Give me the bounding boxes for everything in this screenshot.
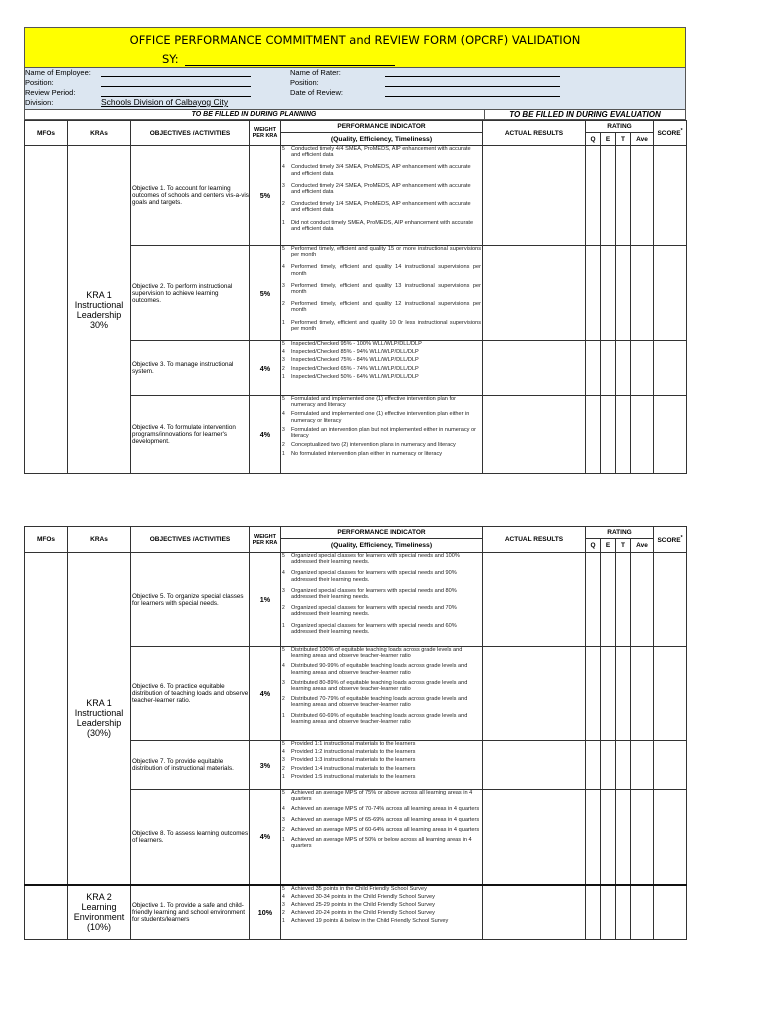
rating-q-cell[interactable] <box>586 146 601 246</box>
indicator-text: Conducted timely 4/4 SMEA, ProMEDS, AIP enhancement with accurate and efficient data <box>291 146 471 159</box>
mfo-cell[interactable] <box>25 885 68 940</box>
header-t: T <box>616 133 631 146</box>
indicator-item <box>282 918 481 924</box>
indicator-item <box>282 396 481 408</box>
header-score-mark: * <box>680 128 683 135</box>
form-title-banner <box>24 27 686 68</box>
indicator-text: Achieved an average MPS of 65-69% across all learning areas in 4 quarters <box>291 816 480 823</box>
rating-ave-cell[interactable] <box>631 396 654 474</box>
score-cell[interactable] <box>654 741 687 790</box>
indicator-text: Provided 1:4 instructional materials to the learners <box>291 765 416 772</box>
weight-cell: 1% <box>250 553 281 647</box>
indicator-item <box>282 741 481 747</box>
form-title: OFFICE PERFORMANCE COMMITMENT and REVIEW FORM (OPCRF) VALIDATION <box>129 33 581 47</box>
indicator-text: Provided 1:3 instructional materials to the learners <box>291 757 416 764</box>
rating-ave-cell[interactable] <box>631 790 654 885</box>
indicator-rating-number: 4 <box>282 893 285 900</box>
indicator-rating-number: 2 <box>282 301 285 308</box>
weight-cell: 4% <box>250 647 281 741</box>
actual-result-cell[interactable] <box>483 647 586 741</box>
rating-q-cell[interactable] <box>586 246 601 341</box>
score-cell[interactable] <box>654 790 687 885</box>
indicator-item <box>282 283 481 295</box>
header-rating: RATING <box>586 121 654 133</box>
indicator-item <box>282 713 481 725</box>
score-cell[interactable] <box>654 246 687 341</box>
indicator-rating-number: 4 <box>282 749 285 756</box>
rating-ave-cell[interactable] <box>631 885 654 940</box>
indicator-text: Formulated and implemented one (1) effective intervention plan for numeracy and literacy <box>291 396 457 409</box>
header-performance-indicator-sub: (Quality, Efficiency, Timeliness) <box>281 539 483 553</box>
form-page-2 <box>24 526 686 940</box>
score-cell[interactable] <box>654 341 687 396</box>
weight-cell: 4% <box>250 790 281 885</box>
indicator-text: Distributed 90-99% of equitable teaching loads across grade levels and learning areas and observe teacher-learner ratio <box>291 663 468 676</box>
indicator-text: Distributed 60-69% of equitable teaching loads across grade levels and learning areas and observe teacher-learner ratio <box>291 712 468 725</box>
indicator-rating-number: 5 <box>282 647 285 653</box>
rating-t-cell[interactable] <box>616 246 631 341</box>
indicator-item <box>282 374 481 380</box>
indicator-text: Conducted timely 3/4 SMEA, ProMEDS, AIP enhancement with accurate and efficient data <box>291 164 471 177</box>
indicator-rating-number: 4 <box>282 806 285 813</box>
indicator-item <box>282 183 481 195</box>
actual-result-cell[interactable] <box>483 741 586 790</box>
review-period-label: Review Period: <box>25 88 76 97</box>
indicator-item <box>282 817 481 823</box>
indicator-item <box>282 320 481 332</box>
header-q: Q <box>586 133 601 146</box>
indicator-text: Inspected/Checked 95% - 100% WLL/WLP/DLL/DLP <box>291 341 422 347</box>
kra-cell: KRA 1 Instructional Leadership (30%) <box>68 553 131 885</box>
weight-cell: 10% <box>250 885 281 940</box>
indicator-rating-number: 1 <box>282 622 285 629</box>
indicator-item <box>282 827 481 833</box>
indicator-text: Provided 1:2 instructional materials to the learners <box>291 749 416 756</box>
header-actual-results: ACTUAL RESULTS <box>483 121 586 146</box>
indicator-rating-number: 2 <box>282 201 285 208</box>
score-cell[interactable] <box>654 647 687 741</box>
rating-ave-cell[interactable] <box>631 146 654 246</box>
rating-q-cell[interactable] <box>586 341 601 396</box>
rater-label: Name of Rater: <box>290 68 341 77</box>
opcrf-table-page-2 <box>24 526 687 940</box>
indicator-text: Achieved 30-34 points in the Child Friendly School Survey <box>291 893 435 900</box>
indicator-rating-number: 1 <box>282 837 285 844</box>
indicator-rating-number: 1 <box>282 219 285 226</box>
indicator-cell <box>281 396 483 474</box>
header-ave: Ave <box>631 133 654 146</box>
indicator-item <box>282 696 481 708</box>
indicator-item <box>282 886 481 892</box>
indicator-item <box>282 264 481 276</box>
indicator-rating-number: 3 <box>282 816 285 823</box>
indicator-text: Organized special classes for learners with special needs and 70% addressed their learning needs. <box>291 605 457 618</box>
indicator-rating-number: 4 <box>282 349 285 356</box>
indicator-text: Provided 1:1 instructional materials to the learners <box>291 741 416 747</box>
score-cell[interactable] <box>654 146 687 246</box>
indicator-text: Organized special classes for learners with special needs and 60% addressed their learning needs. <box>291 622 457 635</box>
rating-t-cell[interactable] <box>616 146 631 246</box>
rating-q-cell[interactable] <box>586 885 601 940</box>
actual-result-cell[interactable] <box>483 246 586 341</box>
indicator-item <box>282 220 481 232</box>
indicator-item <box>282 357 481 363</box>
objective-cell: Objective 5. To organize special classes for learners with special needs. <box>131 553 250 647</box>
header-performance-indicator-sub: (Quality, Efficiency, Timeliness) <box>281 133 483 146</box>
indicator-rating-number: 3 <box>282 282 285 289</box>
indicator-rating-number: 2 <box>282 605 285 612</box>
indicator-item <box>282 366 481 372</box>
indicator-rating-number: 5 <box>282 741 285 747</box>
indicator-rating-number: 3 <box>282 182 285 189</box>
indicator-item <box>282 553 481 565</box>
indicator-rating-number: 4 <box>282 164 285 171</box>
header-actual-results: ACTUAL RESULTS <box>483 527 586 553</box>
header-mfos: MFOs <box>25 527 68 553</box>
indicator-rating-number: 2 <box>282 365 285 372</box>
indicator-rating-number: 5 <box>282 146 285 152</box>
objective-cell: Objective 7. To provide equitable distribution of instructional materials. <box>131 741 250 790</box>
indicator-item <box>282 910 481 916</box>
header-e: E <box>601 539 616 553</box>
indicator-item <box>282 806 481 812</box>
rating-ave-cell[interactable] <box>631 647 654 741</box>
header-ave: Ave <box>631 539 654 553</box>
indicator-text: Inspected/Checked 75% - 84% WLL/WLP/DLL/DLP <box>291 357 419 364</box>
objective-cell: Objective 4. To formulate intervention programs/innovations for learner's development. <box>131 396 250 474</box>
indicator-item <box>282 749 481 755</box>
indicator-item <box>282 411 481 423</box>
header-performance-indicator: PERFORMANCE INDICATOR <box>281 121 483 133</box>
indicator-rating-number: 3 <box>282 426 285 433</box>
employee-info-block <box>24 68 686 110</box>
indicator-text: Performed timely, efficient and quality 14 instructional supervisions per month <box>291 264 481 277</box>
header-score-mark: * <box>680 534 683 541</box>
indicator-item <box>282 680 481 692</box>
rater-position-label: Position: <box>290 78 319 87</box>
indicator-text: Conducted timely 1/4 SMEA, ProMEDS, AIP enhancement with accurate and efficient data <box>291 201 471 214</box>
actual-result-cell[interactable] <box>483 553 586 647</box>
evaluation-band-label: TO BE FILLED IN DURING EVALUATION <box>484 110 685 119</box>
indicator-item <box>282 164 481 176</box>
objective-cell: Objective 1. To account for learning outcomes of schools and centers vis-a-vis goals and targets. <box>131 146 250 246</box>
indicator-rating-number: 2 <box>282 696 285 703</box>
score-cell[interactable] <box>654 885 687 940</box>
header-e: E <box>601 133 616 146</box>
indicator-rating-number: 4 <box>282 411 285 418</box>
header-performance-indicator: PERFORMANCE INDICATOR <box>281 527 483 539</box>
weight-cell: 4% <box>250 341 281 396</box>
indicator-item <box>282 757 481 763</box>
indicator-rating-number: 3 <box>282 357 285 364</box>
header-kras: KRAs <box>68 527 131 553</box>
indicator-item <box>282 301 481 313</box>
rating-q-cell[interactable] <box>586 790 601 885</box>
indicator-rating-number: 2 <box>282 765 285 772</box>
indicator-cell <box>281 246 483 341</box>
indicator-rating-number: 5 <box>282 341 285 347</box>
header-objectives: OBJECTIVES /ACTIVITIES <box>131 121 250 146</box>
indicator-rating-number: 5 <box>282 885 285 892</box>
rating-t-cell[interactable] <box>616 885 631 940</box>
indicator-text: Achieved an average MPS of 70-74% across all learning areas in 4 quarters <box>291 806 480 813</box>
rating-t-cell[interactable] <box>616 396 631 474</box>
table-row <box>25 146 687 246</box>
position-input-line[interactable] <box>101 86 251 87</box>
mfo-cell[interactable] <box>25 553 68 885</box>
indicator-rating-number: 2 <box>282 826 285 833</box>
indicator-text: Achieved 35 points in the Child Friendly School Survey <box>291 885 427 892</box>
indicator-text: Achieved an average MPS of 50% or below across all learning areas in 4 quarters <box>291 837 472 850</box>
date-of-review-input-line[interactable] <box>385 96 560 97</box>
rating-t-cell[interactable] <box>616 647 631 741</box>
header-q: Q <box>586 539 601 553</box>
indicator-rating-number: 3 <box>282 757 285 764</box>
rating-t-cell[interactable] <box>616 741 631 790</box>
indicator-text: Did not conduct timely SMEA, ProMEDS, AIP enhancement with accurate and efficient data <box>291 219 474 232</box>
actual-result-cell[interactable] <box>483 885 586 940</box>
table-row <box>25 553 687 647</box>
rating-e-cell[interactable] <box>601 885 616 940</box>
indicator-text: Achieved 20-24 points in the Child Friendly School Survey <box>291 910 435 917</box>
header-score <box>654 121 687 146</box>
indicator-text: Provided 1:5 instructional materials to the learners <box>291 773 416 780</box>
indicator-cell <box>281 647 483 741</box>
kra-cell: KRA 2 Learning Environment (10%) <box>68 885 131 940</box>
division-label: Division: <box>25 98 54 107</box>
indicator-text: Distributed 70-79% of equitable teaching loads across grade levels and learning areas and observe teacher-learner ratio <box>291 696 468 709</box>
rating-ave-cell[interactable] <box>631 741 654 790</box>
actual-result-cell[interactable] <box>483 146 586 246</box>
header-t: T <box>616 539 631 553</box>
indicator-text: Performed timely, efficient and quality 15 or more instructional supervisions per month <box>291 246 481 259</box>
indicator-item <box>282 766 481 772</box>
indicator-cell <box>281 790 483 885</box>
form-page-1 <box>24 27 686 474</box>
rating-e-cell[interactable] <box>601 396 616 474</box>
rating-ave-cell[interactable] <box>631 553 654 647</box>
objective-cell: Objective 8. To assess learning outcomes of learners. <box>131 790 250 885</box>
date-of-review-label: Date of Review: <box>290 88 343 97</box>
indicator-text: Inspected/Checked 50% - 64% WLL/WLP/DLL/DLP <box>291 373 419 380</box>
indicator-item <box>282 774 481 780</box>
rating-q-cell[interactable] <box>586 553 601 647</box>
rating-q-cell[interactable] <box>586 741 601 790</box>
indicator-item <box>282 570 481 582</box>
indicator-item <box>282 246 481 258</box>
header-objectives: OBJECTIVES /ACTIVITIES <box>131 527 250 553</box>
objective-cell: Objective 3. To manage instructional system. <box>131 341 250 396</box>
actual-result-cell[interactable] <box>483 341 586 396</box>
weight-cell: 5% <box>250 146 281 246</box>
opcrf-table-page-1 <box>24 120 687 474</box>
indicator-text: Achieved 25-29 points in the Child Friendly School Survey <box>291 901 435 908</box>
score-cell[interactable] <box>654 396 687 474</box>
rating-ave-cell[interactable] <box>631 246 654 341</box>
indicator-rating-number: 1 <box>282 712 285 719</box>
indicator-text: Achieved an average MPS of 60-64% across all learning areas in 4 quarters <box>291 826 480 833</box>
indicator-text: Achieved an average MPS of 75% or above across all learning areas in 4 quarters <box>291 790 473 803</box>
indicator-item <box>282 837 481 849</box>
indicator-item <box>282 605 481 617</box>
indicator-text: Formulated an intervention plan but not implemented either in numeracy or literacy <box>291 426 477 440</box>
rating-t-cell[interactable] <box>616 341 631 396</box>
header-score-label: SCORE <box>657 537 681 545</box>
rating-t-cell[interactable] <box>616 790 631 885</box>
rater-position-input-line[interactable] <box>385 86 560 87</box>
indicator-text: Performed timely, efficient and quality 12 instructional supervisions per month <box>291 301 481 314</box>
indicator-cell <box>281 341 483 396</box>
indicator-rating-number: 3 <box>282 901 285 908</box>
indicator-rating-number: 4 <box>282 570 285 577</box>
indicator-cell <box>281 741 483 790</box>
indicator-item <box>282 647 481 659</box>
indicator-rating-number: 3 <box>282 587 285 594</box>
indicator-rating-number: 1 <box>282 451 285 458</box>
indicator-text: No formulated intervention plan either in numeracy or literacy <box>291 451 443 458</box>
indicator-item <box>282 790 481 802</box>
rating-t-cell[interactable] <box>616 553 631 647</box>
rating-e-cell[interactable] <box>601 553 616 647</box>
header-score <box>654 527 687 553</box>
header-score-label: SCORE <box>657 130 681 138</box>
rating-q-cell[interactable] <box>586 647 601 741</box>
score-cell[interactable] <box>654 553 687 647</box>
actual-result-cell[interactable] <box>483 790 586 885</box>
indicator-text: Inspected/Checked 85% - 94% WLL/WLP/DLL/DLP <box>291 349 419 356</box>
employee-label: Name of Employee: <box>25 68 91 77</box>
indicator-item <box>282 427 481 439</box>
indicator-cell <box>281 146 483 246</box>
objective-cell: Objective 1. To provide a safe and child-friendly learning and school environment for students/learners <box>131 885 250 940</box>
mfo-cell[interactable] <box>25 146 68 474</box>
actual-result-cell[interactable] <box>483 396 586 474</box>
indicator-item <box>282 663 481 675</box>
indicator-cell <box>281 553 483 647</box>
indicator-item <box>282 588 481 600</box>
rating-e-cell[interactable] <box>601 647 616 741</box>
employee-input-line[interactable] <box>101 76 251 77</box>
rating-e-cell[interactable] <box>601 741 616 790</box>
indicator-rating-number: 5 <box>282 553 285 559</box>
header-rating: RATING <box>586 527 654 539</box>
indicator-rating-number: 5 <box>282 396 285 402</box>
header-weight: WEIGHT PER KRA <box>250 121 281 146</box>
indicator-item <box>282 894 481 900</box>
objective-cell: Objective 2. To perform instructional supervision to achieve learning outcomes. <box>131 246 250 341</box>
indicator-rating-number: 1 <box>282 373 285 380</box>
indicator-item <box>282 451 481 457</box>
indicator-text: Conducted timely 2/4 SMEA, ProMEDS, AIP enhancement with accurate and efficient data <box>291 182 471 196</box>
indicator-rating-number: 4 <box>282 264 285 271</box>
position-label: Position: <box>25 78 54 87</box>
indicator-rating-number: 3 <box>282 679 285 686</box>
weight-cell: 4% <box>250 396 281 474</box>
header-mfos: MFOs <box>25 121 68 146</box>
indicator-text: Organized special classes for learners with special needs and 90% addressed their learning needs. <box>291 570 457 583</box>
weight-cell: 5% <box>250 246 281 341</box>
indicator-item <box>282 623 481 635</box>
planning-band-label: TO BE FILLED IN DURING PLANNING <box>191 111 317 118</box>
rater-input-line[interactable] <box>385 76 560 77</box>
indicator-text: Organized special classes for learners with special needs and 80% addressed their learning needs. <box>291 587 457 601</box>
division-value: Schools Division of Calbayog City <box>101 97 229 107</box>
indicator-text: Distributed 100% of equitable teaching loads across grade levels and learning areas and observe teacher-learner ratio <box>291 647 463 660</box>
table-row <box>25 885 687 940</box>
indicator-text: Performed timely, efficient and quality 10 0r less instructional supervisions per month <box>291 319 481 332</box>
header-weight: WEIGHT PER KRA <box>250 527 281 553</box>
indicator-rating-number: 2 <box>282 442 285 449</box>
rating-e-cell[interactable] <box>601 790 616 885</box>
indicator-rating-number: 1 <box>282 319 285 326</box>
indicator-cell <box>281 885 483 940</box>
objective-cell: Objective 6. To practice equitable distribution of teaching loads and observe teacher-learner ratio. <box>131 647 250 741</box>
indicator-rating-number: 1 <box>282 918 285 925</box>
indicator-rating-number: 4 <box>282 663 285 670</box>
kra-cell: KRA 1 Instructional Leadership 30% <box>68 146 131 474</box>
indicator-item <box>282 341 481 347</box>
section-band <box>24 110 686 120</box>
indicator-rating-number: 5 <box>282 246 285 252</box>
indicator-text: Performed timely, efficient and quality 13 instructional supervisions per month <box>291 282 481 296</box>
indicator-item <box>282 349 481 355</box>
rating-e-cell[interactable] <box>601 246 616 341</box>
rating-e-cell[interactable] <box>601 146 616 246</box>
sy-input-line[interactable] <box>185 65 395 66</box>
indicator-text: Achieved 19 points & below in the Child Friendly School Survey <box>291 918 449 925</box>
rating-q-cell[interactable] <box>586 396 601 474</box>
indicator-item <box>282 442 481 448</box>
indicator-text: Conceptualized two (2) intervention plans in numeracy and literacy <box>291 442 456 449</box>
indicator-rating-number: 1 <box>282 773 285 780</box>
header-kras: KRAs <box>68 121 131 146</box>
rating-ave-cell[interactable] <box>631 341 654 396</box>
indicator-item <box>282 902 481 908</box>
weight-cell: 3% <box>250 741 281 790</box>
indicator-text: Distributed 80-89% of equitable teaching loads across grade levels and learning areas and observe teacher-learner ratio <box>291 679 468 693</box>
indicator-text: Formulated and implemented one (1) effective intervention plan either in numeracy or literacy <box>291 411 470 424</box>
indicator-text: Organized special classes for learners with special needs and 100% addressed their learning needs. <box>291 553 460 566</box>
indicator-item <box>282 146 481 158</box>
rating-e-cell[interactable] <box>601 341 616 396</box>
indicator-item <box>282 201 481 213</box>
indicator-rating-number: 2 <box>282 910 285 917</box>
indicator-text: Inspected/Checked 65% - 74% WLL/WLP/DLL/DLP <box>291 365 419 372</box>
indicator-rating-number: 5 <box>282 790 285 796</box>
sy-label: SY: <box>162 52 179 66</box>
